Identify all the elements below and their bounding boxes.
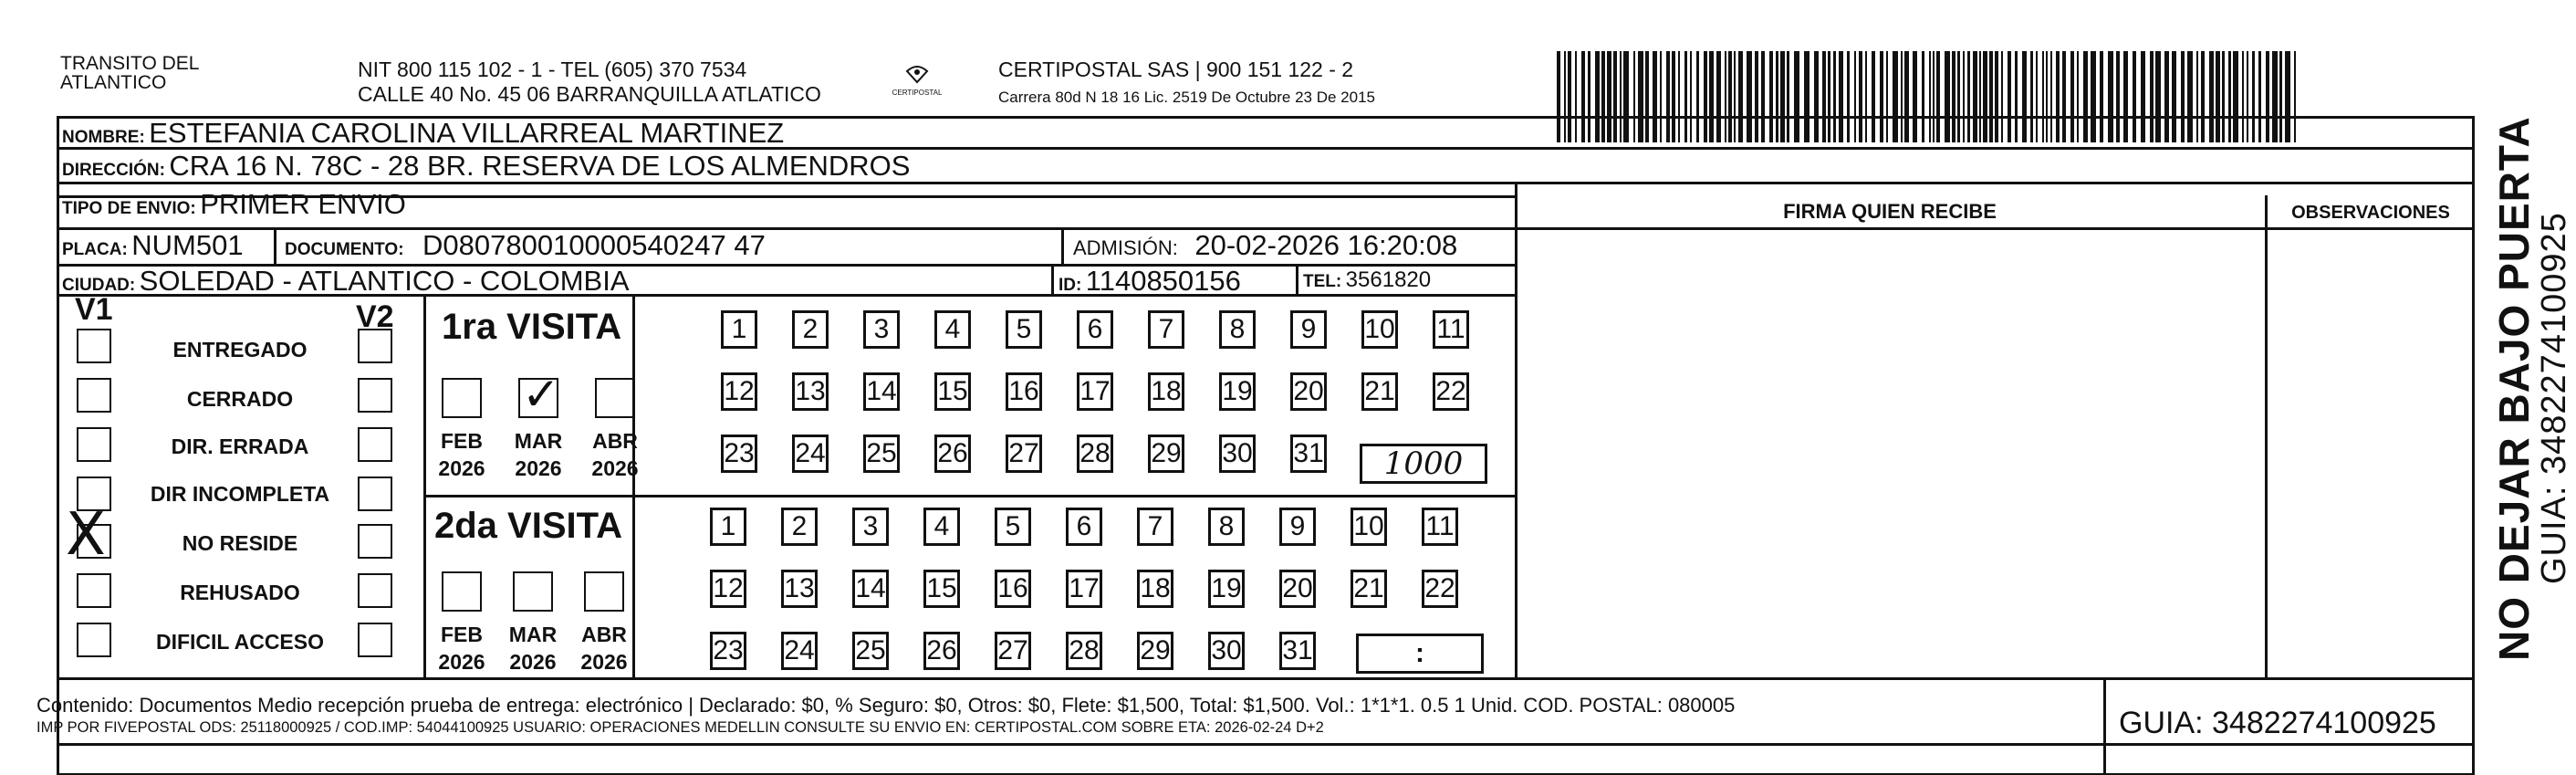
barcode-bar: [1794, 51, 1799, 142]
visit2-day-11[interactable]: 11: [1422, 508, 1458, 546]
barcode-bar: [1568, 51, 1571, 142]
status-dificil-acceso: DIFICIL ACCESO: [155, 630, 324, 654]
barcode-bar: [1828, 51, 1830, 142]
visit1-day-18[interactable]: 18: [1148, 372, 1184, 411]
visit2-day-25[interactable]: 25: [852, 632, 889, 670]
status-rehusado: REHUSADO: [180, 581, 300, 604]
imp-line: IMP POR FIVEPOSTAL ODS: 25118000925 / COD.IMP: 54044100925 USUARIO: OPERACIONES MEDELLIN CONSULTE SU ENVIO EN: CERTIPOSTAL.COM SOBRE ETA: 2026-02-24 D+2: [37, 719, 1324, 736]
barcode-bar: [1638, 51, 1643, 142]
admision-label: ADMISIÓN:: [1073, 236, 1178, 259]
barcode-bar: [1814, 51, 1819, 142]
visit2-day-29[interactable]: 29: [1137, 632, 1173, 670]
barcode-bar: [1904, 51, 1909, 142]
barcode-bar: [2266, 51, 2269, 142]
visit2-day-7[interactable]: 7: [1137, 508, 1173, 546]
barcode-bar: [1880, 51, 1883, 142]
barcode-bar: [1613, 51, 1617, 142]
tel-label: TEL:: [1303, 272, 1342, 291]
visit1-day-27[interactable]: 27: [1006, 435, 1042, 473]
visit1-title: 1ra VISITA: [442, 307, 622, 347]
barcode-bar: [1738, 51, 1743, 142]
barcode-bar: [1936, 51, 1940, 142]
barcode-bar: [1776, 51, 1778, 142]
barcode-bar: [1557, 51, 1560, 142]
visit1-day-15[interactable]: 15: [934, 372, 971, 411]
company-line: CERTIPOSTAL SAS | 900 151 122 - 2: [998, 58, 1354, 81]
status-entregado: ENTREGADO: [172, 338, 308, 361]
barcode-bar: [1995, 51, 1998, 142]
visit2-day-9[interactable]: 9: [1279, 508, 1316, 546]
barcode-bar: [2201, 51, 2205, 142]
barcode-bar: [2242, 51, 2244, 142]
visit1-day-29[interactable]: 29: [1148, 435, 1184, 473]
barcode-bar: [2133, 51, 2136, 142]
barcode-bar: [2108, 51, 2113, 142]
visit1-day-4[interactable]: 4: [934, 310, 971, 349]
footer-guia: GUIA: 3482274100925: [2119, 706, 2436, 740]
visit2-day-19[interactable]: 19: [1208, 570, 1245, 608]
barcode-bar: [1725, 51, 1726, 142]
visit1-day-23[interactable]: 23: [721, 435, 757, 473]
visit2-day-8[interactable]: 8: [1208, 508, 1245, 546]
barcode-bar: [2062, 51, 2066, 142]
barcode-bar: [2050, 51, 2052, 142]
barcode-bar: [1666, 51, 1670, 142]
barcode-bar: [1747, 51, 1752, 142]
barcode-bar: [2228, 51, 2231, 142]
barcode-bar: [1833, 51, 1836, 142]
barcode-bar: [1588, 51, 1590, 142]
barcode-bar: [1595, 51, 1600, 142]
barcode-bar: [1653, 51, 1657, 142]
barcode-bar: [2216, 51, 2220, 142]
barcode-bar: [2100, 51, 2103, 142]
barcode-bar: [2285, 51, 2290, 142]
barcode-bar: [2209, 51, 2214, 142]
barcode-bar: [2252, 51, 2255, 142]
side-guia: GUIA: 3482274100925: [2535, 212, 2573, 584]
barcode-bar: [1623, 51, 1629, 142]
visit2-time-box[interactable]: :: [1356, 634, 1484, 674]
visit1-day-22[interactable]: 22: [1433, 372, 1469, 411]
barcode: [1557, 51, 2301, 142]
barcode-bar: [1989, 51, 1993, 142]
visit1-feb-label: FEB 2026: [438, 429, 485, 480]
visit1-mar-mark: ✓: [522, 369, 560, 420]
visit1-day-24[interactable]: 24: [792, 435, 829, 473]
observaciones-label: OBSERVACIONES: [2291, 203, 2450, 223]
barcode-bar: [1872, 51, 1875, 142]
barcode-bar: [2196, 51, 2198, 142]
barcode-bar: [1804, 51, 1809, 142]
visit1-feb-box[interactable]: [442, 378, 482, 418]
barcode-bar: [2258, 51, 2261, 142]
ciudad-label: CIUDAD:: [62, 276, 136, 295]
barcode-bar: [1957, 51, 1960, 142]
visit2-day-26[interactable]: 26: [923, 632, 960, 670]
visit1-day-2[interactable]: 2: [792, 310, 829, 349]
nit-line: NIT 800 115 102 - 1 - TEL (605) 370 7534: [358, 58, 747, 81]
visit2-day-28[interactable]: 28: [1066, 632, 1102, 670]
ciudad-value: SOLEDAD - ATLANTICO - COLOMBIA: [139, 265, 630, 297]
barcode-bar: [1839, 51, 1843, 142]
visit1-day-20[interactable]: 20: [1290, 372, 1327, 411]
visit1-day-17[interactable]: 17: [1077, 372, 1113, 411]
visit1-mar-label: MAR 2026: [514, 429, 563, 480]
visit2-abr-box[interactable]: [584, 571, 624, 612]
barcode-bar: [1787, 51, 1789, 142]
visit2-day-13[interactable]: 13: [781, 570, 818, 608]
barcode-bar: [2091, 51, 2096, 142]
barcode-bar: [2155, 51, 2161, 142]
barcode-bar: [1769, 51, 1773, 142]
visit1-abr-label: ABR 2026: [591, 429, 639, 480]
barcode-bar: [2030, 51, 2033, 142]
barcode-bar: [2181, 51, 2185, 142]
visit2-day-20[interactable]: 20: [1279, 570, 1316, 608]
visit2-day-14[interactable]: 14: [852, 570, 889, 608]
status-section: [57, 294, 423, 677]
visit2-day-23[interactable]: 23: [710, 632, 746, 670]
documento-label: DOCUMENTO:: [285, 240, 404, 259]
visit1-day-10[interactable]: 10: [1361, 310, 1398, 349]
ciudad-row: [62, 265, 630, 298]
visit1-time-box[interactable]: 1000: [1360, 444, 1487, 484]
barcode-bar: [2272, 51, 2278, 142]
barcode-bar: [1575, 51, 1577, 142]
barcode-bar: [1761, 51, 1765, 142]
barcode-bar: [1716, 51, 1721, 142]
admision-row: [1073, 229, 1457, 262]
contenido-line: Contenido: Documentos Medio recepción prueba de entrega: electrónico | Declarado: $0, % Seguro: $0, Otros: $0, Flete: $1,500, Total: $1,500. Vol.: 1*1*1. 0.5 1 Unid. COD. POSTAL: 080005: [37, 694, 1736, 717]
visit1-day-28[interactable]: 28: [1077, 435, 1113, 473]
v1-label: V1: [75, 292, 113, 327]
barcode-bar: [2077, 51, 2079, 142]
status-dir-errada: DIR. ERRADA: [171, 435, 309, 458]
barcode-bar: [1633, 51, 1635, 142]
visit2-abr-label: ABR 2026: [580, 623, 628, 674]
visit1-day-26[interactable]: 26: [934, 435, 971, 473]
visit2-mar-label: MAR 2026: [508, 623, 558, 674]
visit2-title: 2da VISITA: [434, 506, 622, 546]
visit2-mar-box[interactable]: [513, 571, 553, 612]
tel-value: 3561820: [1345, 267, 1432, 292]
nombre-label: NOMBRE:: [62, 128, 145, 147]
barcode-bar: [1983, 51, 1987, 142]
visit1-day-3[interactable]: 3: [863, 310, 900, 349]
barcode-bar: [1734, 51, 1736, 142]
documento-value: D080780010000540247 47: [422, 229, 766, 261]
tipo-label: TIPO DE ENVIO:: [62, 199, 196, 218]
barcode-bar: [2279, 51, 2282, 142]
visit1-day-31[interactable]: 31: [1290, 435, 1327, 473]
barcode-bar: [2046, 51, 2048, 142]
barcode-bar: [2294, 51, 2296, 142]
barcode-bar: [2042, 51, 2044, 142]
placa-row: [62, 229, 244, 262]
barcode-bar: [1979, 51, 1981, 142]
tel-row: [1303, 267, 1431, 293]
visit2-day-3[interactable]: 3: [852, 508, 889, 546]
barcode-bar: [1922, 51, 1924, 142]
tipo-value: PRIMER ENVIO: [200, 188, 406, 220]
visit1-day-6[interactable]: 6: [1077, 310, 1113, 349]
visit2-feb-box[interactable]: [442, 571, 482, 612]
barcode-bar: [1645, 51, 1649, 142]
v1-no-reside-mark: X: [66, 501, 106, 569]
visit1-abr-box[interactable]: [595, 378, 635, 418]
barcode-bar: [1854, 51, 1856, 142]
barcode-bar: [1865, 51, 1867, 142]
observaciones-area[interactable]: [2272, 234, 2467, 672]
visit1-day-5[interactable]: 5: [1006, 310, 1042, 349]
status-dir-incompleta: DIR INCOMPLETA: [150, 482, 330, 506]
visit2-day-15[interactable]: 15: [923, 570, 960, 608]
visit1-day-14[interactable]: 14: [863, 372, 900, 411]
barcode-bar: [1709, 51, 1714, 142]
nombre-value: ESTEFANIA CAROLINA VILLARREAL MARTINEZ: [149, 117, 785, 149]
admision-value: 20-02-2026 16:20:08: [1194, 229, 1458, 261]
direccion-row: [62, 150, 910, 183]
barcode-bar: [2150, 51, 2154, 142]
entity-name-line1: TRANSITO DEL: [60, 53, 200, 74]
visit2-day-10[interactable]: 10: [1351, 508, 1387, 546]
barcode-bar: [1728, 51, 1732, 142]
status-no-reside: NO RESIDE: [182, 531, 298, 555]
barcode-bar: [2022, 51, 2027, 142]
barcode-bar: [2036, 51, 2038, 142]
certipostal-logo: [881, 64, 954, 97]
barcode-bar: [1755, 51, 1758, 142]
barcode-bar: [1607, 51, 1611, 142]
visit1-day-12[interactable]: 12: [721, 372, 757, 411]
barcode-bar: [2247, 51, 2248, 142]
barcode-bar: [1581, 51, 1585, 142]
visit1-day-13[interactable]: 13: [792, 372, 829, 411]
barcode-bar: [1696, 51, 1699, 142]
license-line: Carrera 80d N 18 16 Lic. 2519 De Octubre 23 De 2015: [998, 89, 1375, 106]
barcode-bar: [1929, 51, 1931, 142]
visit2-day-2[interactable]: 2: [781, 508, 818, 546]
barcode-bar: [2123, 51, 2128, 142]
barcode-bar: [1886, 51, 1888, 142]
barcode-bar: [1913, 51, 1917, 142]
visit2-day-1[interactable]: 1: [710, 508, 746, 546]
barcode-bar: [1893, 51, 1898, 142]
barcode-bar: [2164, 51, 2169, 142]
visit1-day-9[interactable]: 9: [1290, 310, 1327, 349]
barcode-bar: [1684, 51, 1687, 142]
logo-text: CERTIPOSTAL: [892, 89, 943, 97]
visit1-day-1[interactable]: 1: [721, 310, 757, 349]
visit2-day-31[interactable]: 31: [1279, 632, 1316, 670]
visit1-day-21[interactable]: 21: [1361, 372, 1398, 411]
visit1-day-30[interactable]: 30: [1219, 435, 1256, 473]
id-value: 1140850156: [1085, 265, 1241, 297]
signature-area[interactable]: [1522, 234, 2259, 672]
no-dejar-bajo-puerta: NO DEJAR BAJO PUERTA: [2490, 116, 2538, 661]
visit2-day-5[interactable]: 5: [995, 508, 1031, 546]
visit1-day-19[interactable]: 19: [1219, 372, 1256, 411]
barcode-bar: [2233, 51, 2238, 142]
barcode-bar: [1847, 51, 1850, 142]
barcode-bar: [1564, 51, 1566, 142]
visit2-day-12[interactable]: 12: [710, 570, 746, 608]
barcode-bar: [1620, 51, 1622, 142]
barcode-bar: [1690, 51, 1692, 142]
placa-value: NUM501: [131, 229, 244, 261]
entity-name-line2: ATLANTICO: [60, 72, 167, 93]
barcode-bar: [2116, 51, 2120, 142]
nombre-row: [62, 117, 784, 150]
barcode-bar: [1967, 51, 1970, 142]
firma-label: FIRMA QUIEN RECIBE: [1783, 200, 1997, 223]
visit2-day-16[interactable]: 16: [995, 570, 1031, 608]
visit2-day-17[interactable]: 17: [1066, 570, 1102, 608]
tipo-row: [62, 188, 406, 221]
visit2-day-21[interactable]: 21: [1351, 570, 1387, 608]
barcode-bar: [1859, 51, 1862, 142]
id-row: [1059, 265, 1241, 298]
barcode-bar: [1952, 51, 1955, 142]
barcode-bar: [2015, 51, 2018, 142]
barcode-bar: [1672, 51, 1675, 142]
logo-icon: [904, 64, 930, 84]
visit2-day-18[interactable]: 18: [1137, 570, 1173, 608]
barcode-bar: [1678, 51, 1680, 142]
visit2-day-30[interactable]: 30: [1208, 632, 1245, 670]
placa-label: PLACA:: [62, 240, 128, 259]
status-cerrado: CERRADO: [186, 387, 294, 411]
address-line: CALLE 40 No. 45 06 BARRANQUILLA ATLATICO: [358, 82, 821, 106]
visit2-day-4[interactable]: 4: [923, 508, 960, 546]
barcode-bar: [1780, 51, 1785, 142]
visit2-day-24[interactable]: 24: [781, 632, 818, 670]
direccion-label: DIRECCIÓN:: [62, 161, 165, 180]
barcode-bar: [2008, 51, 2011, 142]
barcode-bar: [2083, 51, 2088, 142]
barcode-bar: [2222, 51, 2225, 142]
visit2-feb-label: FEB 2026: [438, 623, 485, 674]
visit2-day-22[interactable]: 22: [1422, 570, 1458, 608]
visit1-day-7[interactable]: 7: [1148, 310, 1184, 349]
barcode-bar: [1601, 51, 1605, 142]
visit1-day-16[interactable]: 16: [1006, 372, 1042, 411]
visit1-day-8[interactable]: 8: [1219, 310, 1256, 349]
barcode-bar: [2172, 51, 2176, 142]
barcode-bar: [2070, 51, 2074, 142]
visit2-day-6[interactable]: 6: [1066, 508, 1102, 546]
barcode-bar: [1822, 51, 1826, 142]
id-label: ID:: [1059, 276, 1082, 295]
visit1-day-11[interactable]: 11: [1433, 310, 1469, 349]
barcode-bar: [1933, 51, 1935, 142]
barcode-bar: [1901, 51, 1903, 142]
barcode-bar: [1704, 51, 1707, 142]
barcode-bar: [2001, 51, 2003, 142]
v2-label: V2: [356, 299, 394, 334]
barcode-bar: [2187, 51, 2193, 142]
visit1-day-25[interactable]: 25: [863, 435, 900, 473]
visit2-day-27[interactable]: 27: [995, 632, 1031, 670]
barcode-bar: [2056, 51, 2060, 142]
direccion-value: CRA 16 N. 78C - 28 BR. RESERVA DE LOS ALMENDROS: [169, 150, 911, 182]
barcode-bar: [2141, 51, 2145, 142]
documento-row: [285, 229, 766, 262]
barcode-bar: [1660, 51, 1662, 142]
barcode-bar: [1963, 51, 1965, 142]
barcode-bar: [1945, 51, 1950, 142]
barcode-bar: [1973, 51, 1977, 142]
